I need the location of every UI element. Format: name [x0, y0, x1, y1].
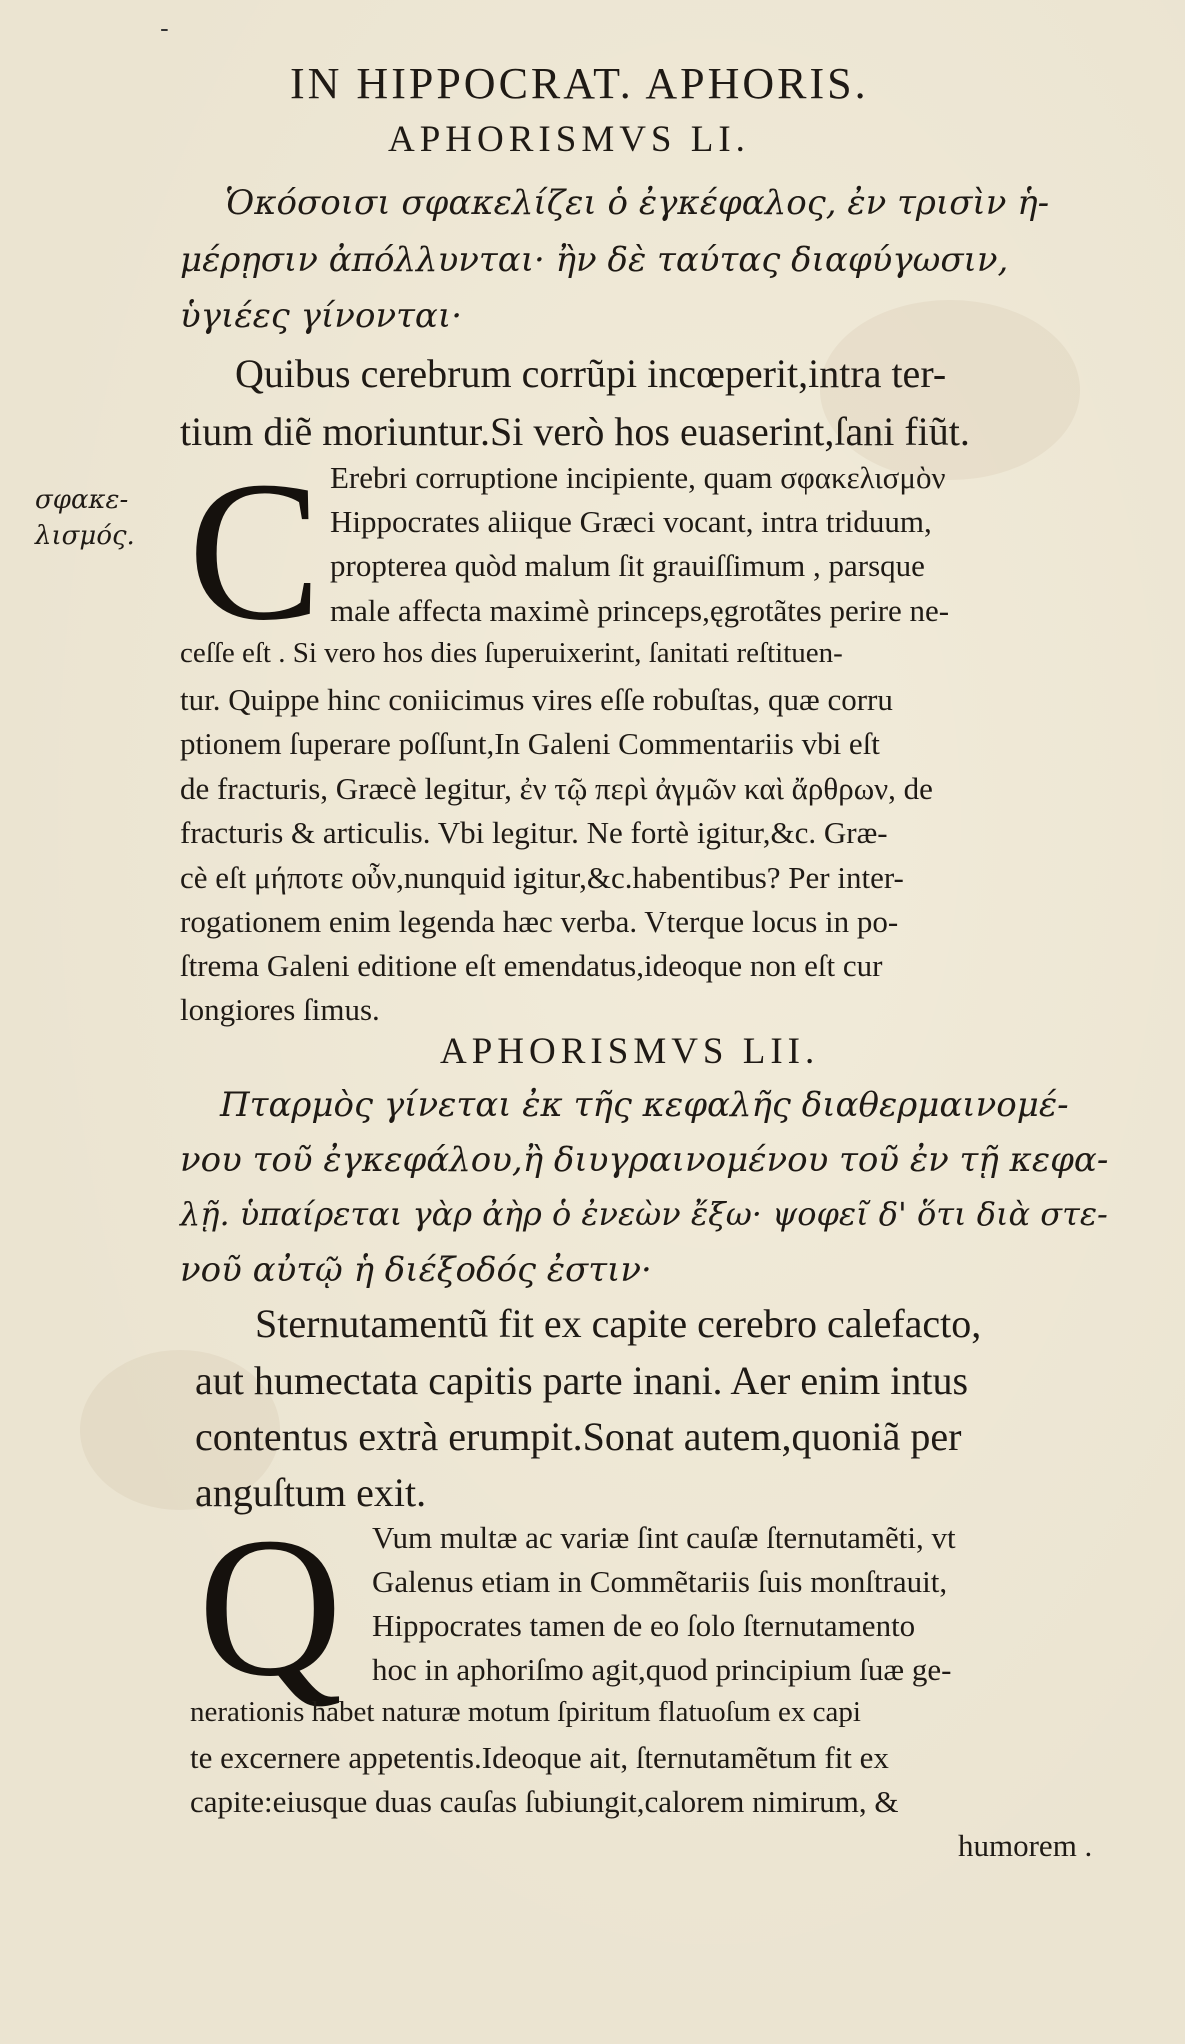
- aphorism-52-latin-line-2: aut humectata capitis parte inani. Aer enim intus: [195, 1358, 969, 1403]
- commentary-51-line-1: Erebri corruptione incipiente, quam σφακελισμὸν: [330, 460, 946, 495]
- commentary-52-line-6: te excernere appetentis.Ideoque ait, ſternutamẽtum fit ex: [190, 1740, 889, 1775]
- running-head: IN HIPPOCRAT. APHORIS.: [290, 59, 869, 108]
- aphorism-52-heading: APHORISMVS LII.: [440, 1031, 820, 1072]
- commentary-51-line-12: ſtrema Galeni editione eſt emendatus,ideoque non eſt cur: [180, 948, 883, 983]
- commentary-51-line-2: Hippocrates aliique Græci vocant, intra triduum,: [330, 504, 932, 539]
- commentary-52-line-7: capite:eiusque duas cauſas ſubiungit,calorem nimirum, &: [190, 1784, 899, 1819]
- margin-note-line-1: σφακε-: [35, 485, 129, 515]
- commentary-52-line-2: Galenus etiam in Commẽtariis ſuis monſtrauit,: [372, 1564, 948, 1599]
- decorated-initial-c: C: [188, 441, 322, 662]
- commentary-52-line-4: hoc in aphoriſmo agit,quod principium ſuæ ge-: [372, 1652, 952, 1687]
- commentary-51-line-6: tur. Quippe hinc coniicimus vires eſſe robuſtas, quæ corru: [180, 682, 893, 717]
- aphorism-51-latin-line-1: Quibus cerebrum corrũpi incœperit,intra ter-: [235, 351, 947, 396]
- aphorism-52-greek-line-2: νου τοῦ ἐγκεφάλου,ἢ διυγραινομένου τοῦ ἐν τῇ κεφα-: [180, 1140, 1109, 1180]
- aphorism-51-heading: APHORISMVS LI.: [388, 119, 750, 160]
- aphorism-51-latin-line-2: tium diẽ moriuntur.Si verò hos euaserint,ſani fiũt.: [180, 409, 970, 454]
- aphorism-51-greek-line-2: μέρῃσιν ἀπόλλυνται· ἢν δὲ ταύτας διαφύγωσιν,: [180, 240, 1009, 280]
- commentary-52-line-5: nerationis habet naturæ motum ſpiritum flatuoſum ex capi: [190, 1696, 861, 1728]
- commentary-51-line-4: male affecta maximè princeps,ęgrotãtes perire ne-: [330, 593, 950, 628]
- aphorism-52-greek-line-3: λῇ. ὑπαίρεται γὰρ ἀὴρ ὁ ἐνεὼν ἔξω· ψοφεῖ δ' ὅτι διὰ στε-: [180, 1195, 1108, 1233]
- aphorism-51-greek-line-1: Ὁκόσοισι σφακελίζει ὁ ἐγκέφαλος, ἐν τρισὶν ἡ-: [225, 183, 1050, 223]
- aphorism-52-latin-line-4: anguſtum exit.: [195, 1470, 427, 1515]
- aphorism-51-greek-line-3: ὑγιέες γίνονται·: [180, 296, 463, 336]
- aphorism-52-greek-line-1: Πταρμὸς γίνεται ἐκ τῆς κεφαλῆς διαθερμαινομέ-: [220, 1085, 1069, 1125]
- commentary-51-line-11: rogationem enim legenda hæc verba. Vterque locus in po-: [180, 904, 899, 939]
- aphorism-52-greek-line-4: νοῦ αὐτῷ ἡ διέξοδός ἐστιν·: [180, 1250, 652, 1290]
- margin-note: [35, 482, 185, 554]
- aphorism-52-latin-line-1: Sternutamentũ fit ex capite cerebro calefacto,: [255, 1301, 982, 1346]
- commentary-51-line-7: ptionem ſuperare poſſunt,In Galeni Commentariis vbi eſt: [180, 726, 880, 761]
- commentary-51-line-10: cè eſt μήποτε οὖν,nunquid igitur,&c.habentibus? Per inter-: [180, 860, 904, 895]
- commentary-51-line-3: propterea quòd malum ſit grauiſſimum , parsque: [330, 548, 925, 583]
- aphorism-52-latin-line-3: contentus extrà erumpit.Sonat autem,quoniã per: [195, 1414, 962, 1459]
- commentary-51-line-13: longiores ſimus.: [180, 992, 380, 1027]
- page-tick-mark: -: [160, 14, 169, 44]
- commentary-51-line-5: ceſſe eſt . Si vero hos dies ſuperuixerint, ſanitati reſtituen-: [180, 637, 843, 669]
- commentary-52-line-1: Vum multæ ac variæ ſint cauſæ ſternutamẽti, vt: [372, 1520, 956, 1555]
- commentary-51-line-9: fracturis & articulis. Vbi legitur. Ne fortè igitur,&c. Græ-: [180, 815, 888, 850]
- margin-note-line-2: λισμός.: [35, 521, 135, 551]
- commentary-51-line-8: de fracturis, Græcè legitur, ἐν τῷ περὶ ἀγμῶν καὶ ἄρθρων, de: [180, 771, 933, 806]
- decorated-initial-q: Q: [198, 1497, 343, 1718]
- commentary-52-line-3: Hippocrates tamen de eo ſolo ſternutamento: [372, 1608, 916, 1643]
- commentary-52-line-8: humorem .: [958, 1828, 1093, 1863]
